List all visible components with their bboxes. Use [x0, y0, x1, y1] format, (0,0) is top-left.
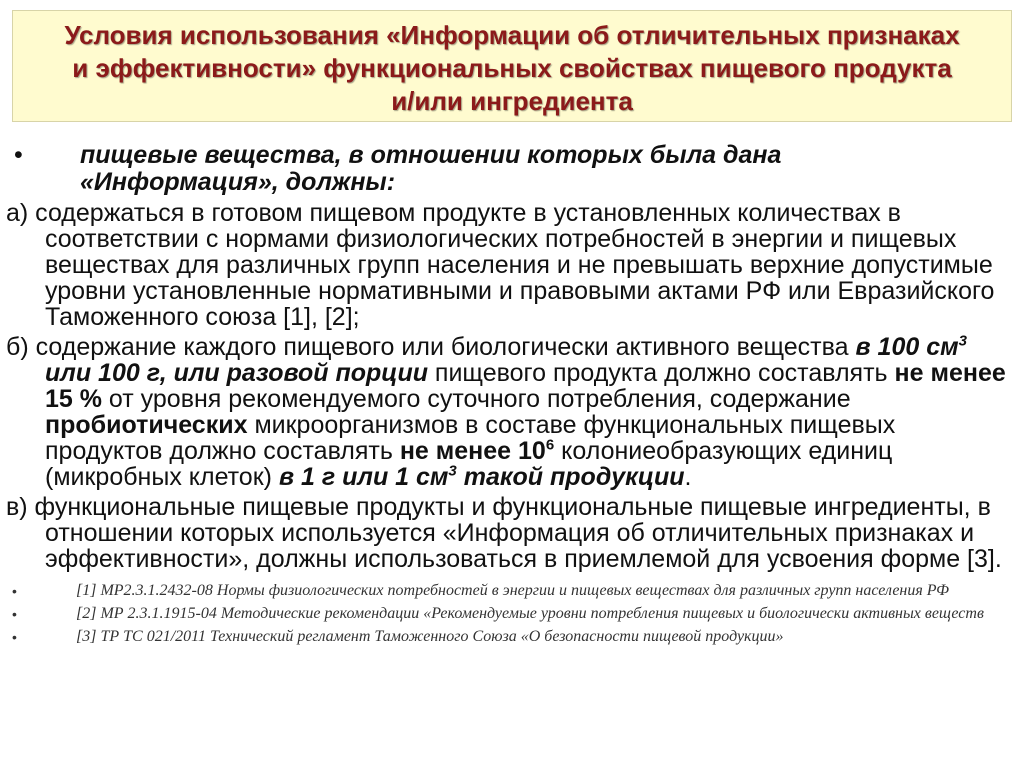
references-list	[0, 582, 1024, 646]
lead-bullet-item	[0, 142, 1024, 196]
reference-text: [2] МР 2.3.1.1915-04 Методические рекомендации «Рекомендуемые уровни потребления пищевых и биологически активных веществ	[76, 605, 984, 622]
para-b-text-1: б) содержание каждого пищевого или биологически активного вещества	[6, 333, 856, 361]
lead-line-1: пищевые вещества, в отношении которых была дана	[80, 141, 782, 169]
reference-text: [3] ТР ТС 021/2011 Технический регламент Таможенного Союза «О безопасности пищевой продукции»	[76, 628, 784, 645]
paragraph-a: а) содержаться в готовом пищевом продукте в установленных количествах в соответствии с нормами физиологических потребностей в энергии и пищевых веществах для различных групп населения и не превышать верхние допустимые уровни установленные нормативными и правовыми актами РФ или Евразийского Таможенного союза [1], [2];	[6, 199, 995, 331]
para-b-text-5: не менее 15 %	[45, 359, 1006, 413]
para-b-sup-2: 6	[545, 436, 555, 454]
para-b-text-9: не менее 10	[399, 437, 546, 465]
title-line-2: и эффективности» функциональных свойствах пищевого продукта	[72, 53, 952, 83]
para-b-text-7: пробиотических	[45, 411, 248, 439]
title-line-1: Условия использования «Информации об отличительных признаках	[64, 20, 960, 50]
reference-text: [1] МР2.3.1.2432-08 Нормы физиологических потребностей в энергии и пищевых веществах для различных групп населения РФ	[76, 582, 950, 599]
para-b-text-2: в 100 см	[855, 333, 959, 361]
para-b-text-4: пищевого продукта должно составлять	[427, 359, 895, 387]
bullet-icon: •	[12, 629, 17, 645]
para-b-text-3: или 100 г, или разовой порции	[45, 359, 428, 387]
reference-item	[0, 605, 1024, 623]
slide-title	[12, 10, 1012, 122]
paragraph-b	[0, 334, 1024, 490]
para-b-text-10: колониеобразующих единиц (микробных клеток)	[45, 437, 893, 491]
bullet-icon: •	[14, 141, 23, 169]
para-b-sup-1: 3	[958, 332, 967, 350]
bullet-icon: •	[12, 606, 17, 622]
paragraph-c: в) функциональные пищевые продукты и функциональные пищевые ингредиенты, в отношении которых используется «Информация об отличительных признаках и эффективности», должны использоваться в приемлемой для усвоения форме [3].	[6, 493, 1002, 573]
reference-item	[0, 628, 1024, 646]
reference-item	[0, 582, 1024, 600]
para-b-text-11: в 1 г или 1 см	[278, 463, 449, 491]
para-b-text-8: микроорганизмов в составе функциональных пищевых продуктов должно составлять	[45, 411, 896, 465]
slide-body	[0, 124, 1024, 651]
para-b-sup-3: 3	[448, 462, 457, 480]
para-b-text-12: такой продукции	[456, 463, 685, 491]
para-b-text-13: .	[684, 463, 692, 491]
bullet-icon: •	[12, 583, 17, 599]
para-b-text-6: от уровня рекомендуемого суточного потребления, содержание	[101, 385, 851, 413]
title-line-3: и/или ингредиента	[391, 86, 633, 116]
lead-line-2: «Информация», должны:	[80, 168, 396, 196]
